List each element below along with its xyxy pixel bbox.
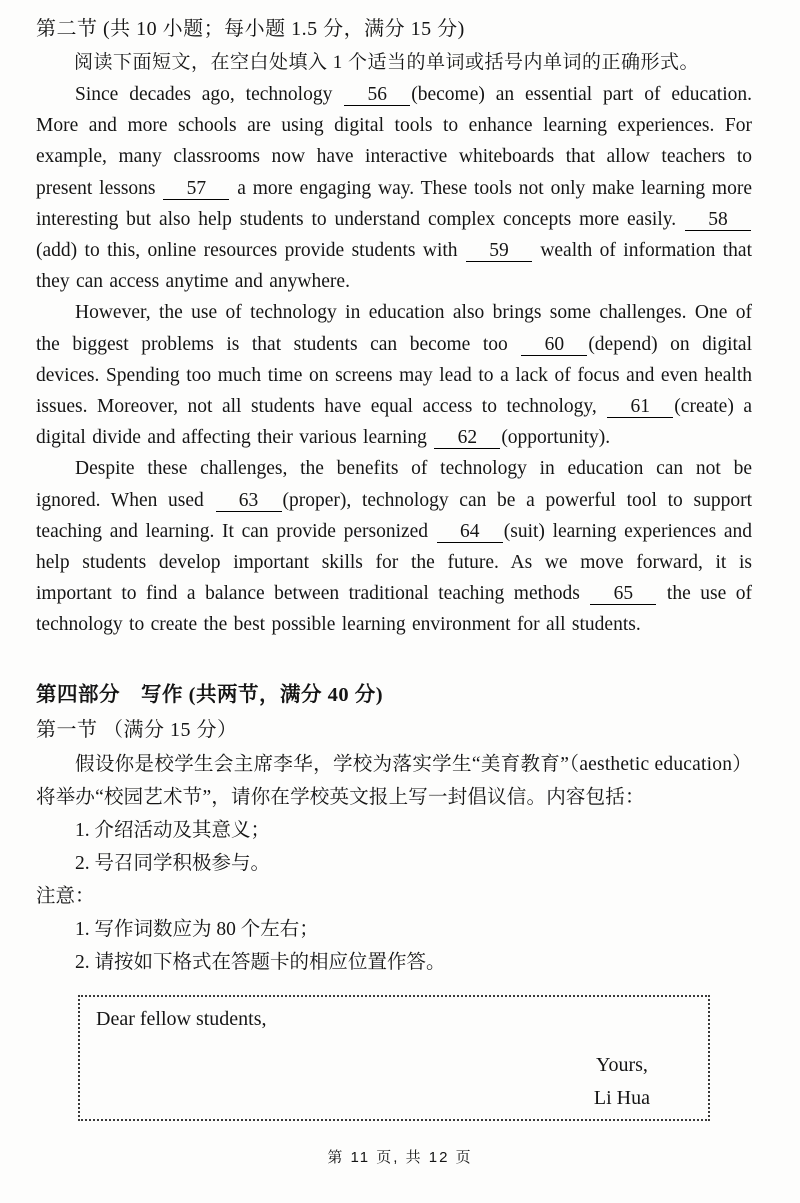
letter-closing: Yours, (596, 1053, 648, 1076)
fill-in-blank-65: 65 (590, 583, 656, 605)
fill-in-blank-56: 56 (344, 84, 410, 106)
passage-paragraph (36, 453, 752, 640)
passage-text: However, the use of technology in education also brings some challenges. One of the biggest problems is that students can become too (36, 302, 752, 355)
fill-in-blank-61: 61 (607, 396, 673, 418)
passage-text: the use of technology to create the best possible learning environment for all students. (36, 583, 752, 636)
fill-in-blank-64: 64 (437, 521, 503, 543)
fill-in-blank-60: 60 (521, 334, 587, 356)
passage-text: a more engaging way. These tools not only make learning more interesting but also help students to understand complex concepts more easily. (36, 177, 752, 230)
writing-task-description: 假设你是校学生会主席李华，学校为落实学生“美育教育”（aesthetic education）将举办“校园艺术节”，请你在学校英文报上写一封倡议信。内容包括： (36, 753, 752, 808)
passage-text: (proper), technology can be a powerful tool to support teaching and learning. It can provide personized (36, 489, 752, 542)
letter-signature: Li Hua (593, 1086, 650, 1109)
section4-subheading: 第一节 （满分 15 分） (36, 718, 238, 741)
passage-text: Since decades ago, technology (75, 84, 344, 105)
passage-text: Despite these challenges, the benefits of technology in education can not be ignored. When used (36, 458, 752, 511)
letter-salutation: Dear fellow students, (96, 1007, 267, 1030)
writing-point-2: 2. 号召同学积极参与。 (75, 852, 271, 874)
passage-text: (become) an essential part of education. More and more schools are using digital tools to enhance learning experiences. For example, many classrooms now have interactive whiteboards that allow teachers to present lessons (36, 84, 752, 199)
cloze-passage (36, 79, 752, 641)
section2-heading: 第二节 (共 10 小题；每小题 1.5 分，满分 15 分) (36, 18, 465, 40)
section2-instruction: 阅读下面短文，在空白处填入 1 个适当的单词或括号内单词的正确形式。 (74, 52, 700, 73)
page-content (36, 12, 752, 1121)
passage-paragraph (36, 79, 752, 297)
passage-text: (create) a digital divide and affecting their various learning (36, 396, 752, 449)
passage-text: (opportunity). (501, 427, 611, 449)
letter-signoff (594, 1049, 650, 1115)
passage-text: (suit) learning experiences and help students develop important skills for the future. As we move forward, it is important to find a balance between traditional teaching methods (36, 520, 752, 605)
passage-text: (add) to this, online resources provide students with (36, 240, 465, 262)
writing-point-1: 1. 介绍活动及其意义； (75, 819, 271, 841)
notice-label: 注意： (36, 885, 95, 907)
fill-in-blank-62: 62 (434, 427, 500, 449)
passage-text: (depend) on digital devices. Spending too much time on screens may lead to a lack of focus and even health issues. Moreover, not all students have equal access to technology, (36, 333, 753, 418)
fill-in-blank-59: 59 (466, 240, 532, 262)
fill-in-blank-58: 58 (685, 209, 751, 231)
section4-heading: 第四部分 写作 (共两节，满分 40 分) (36, 683, 384, 706)
notice-note-1: 1. 写作词数应为 80 个左右； (75, 918, 319, 940)
passage-text: wealth of information that they can access anytime and anywhere. (36, 240, 752, 293)
passage-paragraph (36, 297, 752, 453)
notice-note-2: 2. 请按如下格式在答题卡的相应位置作答。 (75, 951, 446, 973)
page-number-footer: 第 11 页, 共 12 页 (327, 1149, 473, 1166)
letter-format-box (78, 995, 710, 1121)
fill-in-blank-57: 57 (163, 178, 229, 200)
fill-in-blank-63: 63 (216, 490, 282, 512)
